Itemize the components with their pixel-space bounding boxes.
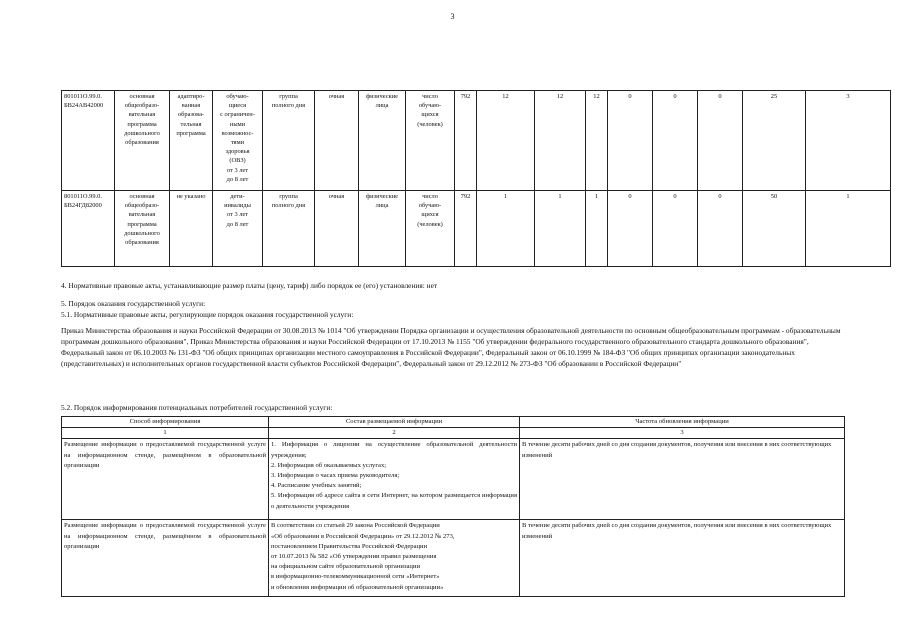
- table-cell: 0: [698, 191, 743, 267]
- section-5-title: 5. Порядок оказания государственной услуги:: [61, 299, 206, 308]
- info-frequency: В течение десяти рабочих дней со дня создания документов, получения или внесения в них соответствующих изменений: [520, 439, 845, 520]
- section-4-text: 4. Нормативные правовые акты, устанавливающие размер платы (цену, тариф) либо порядок ее (его) установления: нет: [61, 281, 438, 290]
- content-line: В соответствии со статьей 29 закона Российской Федерации: [271, 522, 440, 530]
- registry-code: 801011О.99.0. БВ24АВ42000: [62, 91, 115, 191]
- table-cell: 792: [455, 191, 477, 267]
- section-5-1-title: 5.1. Нормативные правовые акты, регулирующие порядок оказания государственной услуги:: [61, 310, 354, 319]
- column-header: Частота обновления информации: [520, 417, 845, 428]
- table-cell: 1: [586, 191, 608, 267]
- table-cell: 12: [477, 91, 535, 191]
- content-line: 5. Информация об адресе сайта в сети Интернет, на котором размещается информация о деятельности учреждения: [271, 492, 517, 510]
- table-cell: группа полного дня: [263, 191, 315, 267]
- content-line: 4. Расписание учебных занятий;: [271, 482, 362, 490]
- content-line: и обновления информации об образовательной организации»: [271, 583, 444, 591]
- table-cell: 3: [806, 91, 891, 191]
- table-cell: очная: [315, 191, 359, 267]
- table-row: [62, 439, 845, 520]
- table-cell: группа полного дня: [263, 91, 315, 191]
- table-cell: не указано: [170, 191, 213, 267]
- table-header-row: [62, 417, 845, 428]
- content-line: в информационно-телекоммуникационной сети «Интернет»: [271, 573, 440, 581]
- info-content: [269, 520, 520, 597]
- table-cell: 50: [743, 191, 806, 267]
- content-line: 3. Информация о часах приема руководителя;: [271, 472, 400, 480]
- content-line: на официальном сайте образовательной организации: [271, 563, 421, 571]
- table-cell: 12: [586, 91, 608, 191]
- content-line: 1. Информация о лицензии на осуществление образовательной деятельности учреждения;: [271, 441, 517, 459]
- content-line: «Об образовании в Российской Федерации» от 29.12.2012 № 273,: [271, 532, 455, 540]
- table-cell: физические лица: [359, 191, 406, 267]
- section-5-2-title: 5.2. Порядок информирования потенциальных потребителей государственной услуги:: [61, 403, 333, 412]
- column-number-row: [62, 428, 845, 439]
- table-cell: дети- инвалиды от 3 лет до 8 лет: [213, 191, 263, 267]
- column-number: 2: [269, 428, 520, 439]
- table-cell: 1: [535, 191, 586, 267]
- table-cell: 25: [743, 91, 806, 191]
- table-cell: обучаю- щиеся с ограничен- ными возможнос- тями здоровья (ОВЗ) от 3 лет до 8 лет: [213, 91, 263, 191]
- table-cell: физические лица: [359, 91, 406, 191]
- table-cell: основная общеобразо- вательная программа дошкольного образования: [115, 191, 170, 267]
- table-cell: 1: [806, 191, 891, 267]
- column-header: Способ информирования: [62, 417, 269, 428]
- table-row: [62, 91, 891, 191]
- table-cell: 0: [608, 191, 653, 267]
- info-frequency: В течение десяти рабочих дней со дня создания документов, получения или внесения в них соответствующих изменений: [520, 520, 845, 597]
- column-number: 1: [62, 428, 269, 439]
- info-method: Размещение информации о предоставляемой государственной услуге на информационном стенде, размещённом в образовательной организации: [62, 439, 269, 520]
- table-cell: 12: [535, 91, 586, 191]
- table-cell: 0: [653, 91, 698, 191]
- table-cell: 792: [455, 91, 477, 191]
- table-cell: число обучаю- щихся (человек): [406, 191, 455, 267]
- table-cell: адаптиро- ванная образова- тельная программа: [170, 91, 213, 191]
- info-content: [269, 439, 520, 520]
- content-line: от 10.07.2013 № 582 «Об утверждении правил размещения: [271, 553, 437, 561]
- information-table: [61, 416, 845, 597]
- content-line: постановлением Правительства Российской Федерации: [271, 542, 428, 550]
- content-line: 2. Информация об оказываемых услугах;: [271, 461, 387, 469]
- table-row: [62, 191, 891, 267]
- table-cell: 0: [653, 191, 698, 267]
- section-5-1-text: Приказ Министерства образования и науки Российской Федерации от 30.08.2013 № 1014 "Об утверждении Порядка организации и осуществления образовательной деятельности по основным общеобразовательным программам - образовательным программам дошкольного образования", Приказ Министерства образования и науки Российской Федерации от 17.10.2013 № 1155 "Об утверждении федерального государственного образовательного стандарта дошкольного образования", Федеральный закон от 06.10.2003 № 131-ФЗ "Об общих принципах организации местного самоуправления в Российской Федерации", Федеральный закон от 06.10.1999 № 184-ФЗ "Об общих принципах организации законодательных (представительных) и исполнительных органов государственной власти субъектов Российской Федерации", Федеральный закон от 29.12.2012 № 273-ФЗ "Об образовании в Российской Федерации": [61, 326, 841, 368]
- info-method: Размещение информации о предоставляемой государственной услуге на информационном стенде, размещённом в образовательной организации: [62, 520, 269, 597]
- indicators-table: [61, 90, 891, 267]
- registry-code: 801011О.99.0. БВ24ГД82000: [62, 191, 115, 267]
- column-number: 3: [520, 428, 845, 439]
- page-number: 3: [450, 12, 455, 21]
- column-header: Состав размещаемой информации: [269, 417, 520, 428]
- table-cell: 0: [698, 91, 743, 191]
- table-cell: 1: [477, 191, 535, 267]
- table-cell: основная общеобразо- вательная программа дошкольного образования: [115, 91, 170, 191]
- table-cell: число обучаю- щихся (человек): [406, 91, 455, 191]
- table-row: [62, 520, 845, 597]
- table-cell: 0: [608, 91, 653, 191]
- table-cell: очная: [315, 91, 359, 191]
